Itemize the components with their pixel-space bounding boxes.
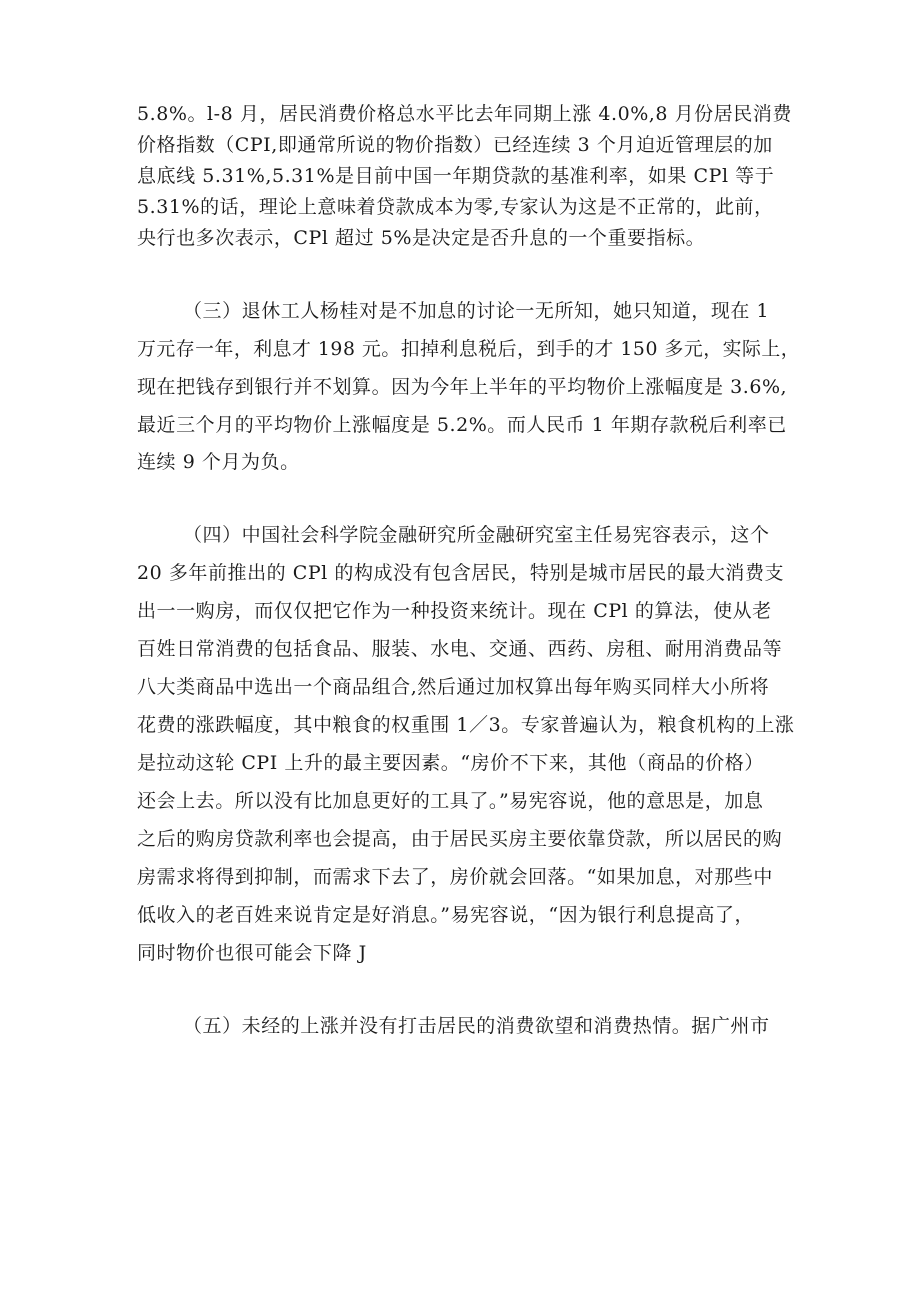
- paragraph-2-line-3: 现在把钱存到银行并不划算。因为今年上半年的平均物价上涨幅度是 3.6%,: [137, 376, 788, 398]
- paragraph-3-line-4: 百姓日常消费的包括食品、服装、水电、交通、西药、房租、耐用消费品等: [137, 638, 783, 660]
- paragraph-2-line-2: 万元存一年，利息才 198 元。扣掉利息税后，到手的才 150 多元，实际上，: [137, 338, 801, 360]
- paragraph-3-line-7: 是拉动这轮 CPI 上升的最主要因素。“房价不下来，其他（商品的价格）: [137, 752, 764, 774]
- paragraph-3-line-2: 20 多年前推出的 CPl 的构成没有包含居民，特别是城市居民的最大消费支: [137, 562, 785, 584]
- paragraph-1-line-5: 央行也多次表示，CPl 超过 5%是决定是否升息的一个重要指标。: [137, 227, 706, 249]
- paragraph-1-line-2: 价格指数（CPI,即通常所说的物价指数）已经连续 3 个月迫近管理层的加: [137, 134, 773, 156]
- paragraph-1-line-1: 5.8%。l-8 月，居民消费价格总水平比去年同期上涨 4.0%,8 月份居民消费: [137, 103, 792, 125]
- paragraph-3-line-11: 低收入的老百姓来说肯定是好消息。”易宪容说，“因为银行利息提高了，: [137, 904, 755, 926]
- paragraph-3-line-6: 花费的涨跌幅度，其中粮食的权重围 1／3。专家普遍认为，粮食机构的上涨: [137, 714, 795, 736]
- paragraph-2-line-5: 连续 9 个月为负。: [137, 451, 300, 473]
- paragraph-3-line-3: 出一一购房，而仅仅把它作为一种投资来统计。现在 CPl 的算法，使从老: [137, 600, 772, 622]
- paragraph-2-line-4: 最近三个月的平均物价上涨幅度是 5.2%。而人民币 1 年期存款税后利率已: [137, 414, 787, 436]
- paragraph-3-line-8: 还会上去。所以没有比加息更好的工具了。”易宪容说，他的意思是，加息: [137, 790, 764, 812]
- paragraph-3-line-1: （四）中国社会科学院金融研究所金融研究室主任易宪容表示，这个: [183, 524, 770, 546]
- paragraph-3-line-12: 同时物价也很可能会下降 J: [137, 942, 367, 964]
- paragraph-1-line-4: 5.31%的话，理论上意味着贷款成本为零,专家认为这是不正常的，此前，: [137, 196, 774, 218]
- paragraph-3-line-9: 之后的购房贷款利率也会提高，由于居民买房主要依靠贷款，所以居民的购: [137, 828, 783, 850]
- paragraph-1-line-3: 息底线 5.31%,5.31%是目前中国一年期贷款的基准利率，如果 CPl 等于: [137, 165, 775, 187]
- paragraph-3-line-5: 八大类商品中选出一个商品组合,然后通过加权算出每年购买同样大小所将: [137, 676, 770, 698]
- paragraph-4-line-1: （五）未经的上涨并没有打击居民的消费欲望和消费热情。据广州市: [183, 1015, 770, 1037]
- paragraph-2-line-1: （三）退休工人杨桂对是不加息的讨论一无所知，她只知道，现在 1: [183, 300, 770, 322]
- paragraph-3-line-10: 房需求将得到抑制，而需求下去了，房价就会回落。“如果加息，对那些中: [137, 866, 773, 888]
